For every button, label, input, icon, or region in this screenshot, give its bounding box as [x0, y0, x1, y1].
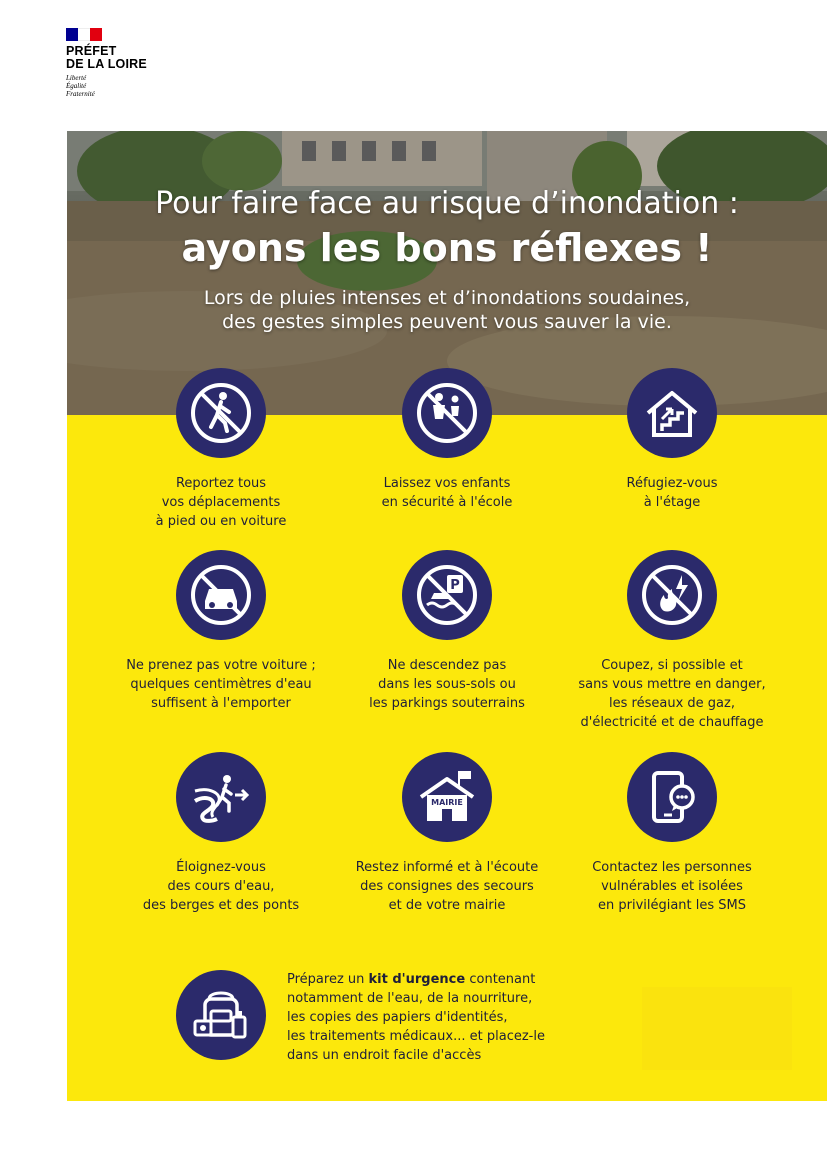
caption-line: Contactez les personnes [592, 860, 752, 875]
caption-line: à l'étage [643, 495, 701, 510]
emergency-kit-icon [176, 970, 266, 1060]
caption-line: en privilégiant les SMS [597, 898, 747, 913]
caption-line: Réfugiez-vous [626, 476, 718, 491]
no-walking-icon [176, 368, 266, 458]
caption-line: à pied ou en voiture [155, 514, 287, 529]
caption-line: vulnérables et isolées [601, 879, 743, 894]
tile-caption [552, 656, 792, 732]
caption-line: Coupez, si possible et [601, 658, 743, 673]
caption-line: des cours d'eau, [167, 879, 275, 894]
prefecture-title [66, 45, 147, 71]
hero-subtitle-line1: Lors de pluies intenses et d’inondations soudaines, [203, 287, 691, 309]
tile-no-basement [327, 550, 567, 713]
caption-line: dans les sous-sols ou [378, 677, 516, 692]
mairie-label: MAIRIE [431, 798, 463, 807]
caption-line: les parkings souterrains [369, 696, 525, 711]
no-car-icon [176, 550, 266, 640]
tile-no-car [101, 550, 341, 713]
caption-line: des berges et des ponts [142, 898, 300, 913]
caption-line: Ne prenez pas votre voiture ; [126, 658, 316, 673]
no-parking-basement-icon [402, 550, 492, 640]
hero-subtitle [67, 286, 827, 334]
caption-line: les réseaux de gaz, [609, 696, 735, 711]
caption-line: quelques centimètres d'eau [130, 677, 312, 692]
motto-egalite: Égalité [66, 82, 87, 90]
kit-line: les traitements médicaux... et placez-le [287, 1029, 545, 1044]
caption-line: sans vous mettre en danger, [578, 677, 766, 692]
tile-caption [327, 474, 567, 512]
caption-line: Reportez tous [175, 476, 267, 491]
no-gas-electricity-icon [627, 550, 717, 640]
kit-line: notamment de l'eau, de la nourriture, [287, 991, 533, 1006]
prefecture-logo [66, 28, 147, 98]
tile-postpone-travel [101, 368, 341, 531]
hero-title-line1: Pour faire face au risque d’inondation : [155, 186, 739, 221]
kit-first-line [287, 970, 587, 989]
house-stairs-icon [627, 368, 717, 458]
faded-decoration [642, 987, 792, 1070]
tile-caption [327, 656, 567, 713]
no-children-icon [402, 368, 492, 458]
hero-title-line2: ayons les bons réflexes ! [181, 226, 713, 270]
walk-away-river-icon [176, 752, 266, 842]
caption-line: Laissez vos enfants [383, 476, 511, 491]
caption-line: Éloignez-vous [176, 860, 266, 875]
tile-stay-informed [327, 752, 567, 915]
caption-line: des consignes des secours [360, 879, 534, 894]
caption-line: Restez informé et à l'écoute [355, 860, 539, 875]
town-hall-icon [402, 752, 492, 842]
caption-line: d'électricité et de chauffage [580, 715, 764, 730]
prefecture-title-line2: DE LA LOIRE [66, 57, 147, 71]
tile-caption [101, 656, 341, 713]
kit-line: les copies des papiers d'identités, [287, 1010, 508, 1025]
prefecture-title-line1: PRÉFET [66, 44, 117, 58]
tile-go-upstairs [552, 368, 792, 512]
tile-cut-networks [552, 550, 792, 732]
tile-contact-vulnerable [552, 752, 792, 915]
kit-line: dans un endroit facile d'accès [287, 1048, 482, 1063]
french-flag-icon [66, 28, 102, 41]
tile-caption [552, 858, 792, 915]
tile-caption [101, 858, 341, 915]
caption-line: et de votre mairie [388, 898, 506, 913]
svg-text:P: P [450, 578, 460, 593]
tile-caption [327, 858, 567, 915]
caption-line: vos déplacements [161, 495, 281, 510]
caption-line: suffisent à l'emporter [151, 696, 291, 711]
motto-liberte: Liberté [66, 74, 87, 82]
caption-line: en sécurité à l'école [381, 495, 513, 510]
kit-rest: contenant [465, 972, 536, 987]
hero-subtitle-line2: des gestes simples peuvent vous sauver la vie. [222, 311, 672, 333]
emergency-kit-text [287, 970, 587, 1065]
kit-bold: kit d'urgence [368, 972, 466, 987]
republic-motto [66, 74, 147, 98]
tile-children-school [327, 368, 567, 512]
caption-line: Ne descendez pas [387, 658, 507, 673]
kit-intro: Préparez un [287, 972, 369, 987]
tile-away-from-water [101, 752, 341, 915]
phone-message-icon [627, 752, 717, 842]
motto-fraternite: Fraternité [66, 90, 95, 98]
tile-caption [552, 474, 792, 512]
tile-caption [101, 474, 341, 531]
